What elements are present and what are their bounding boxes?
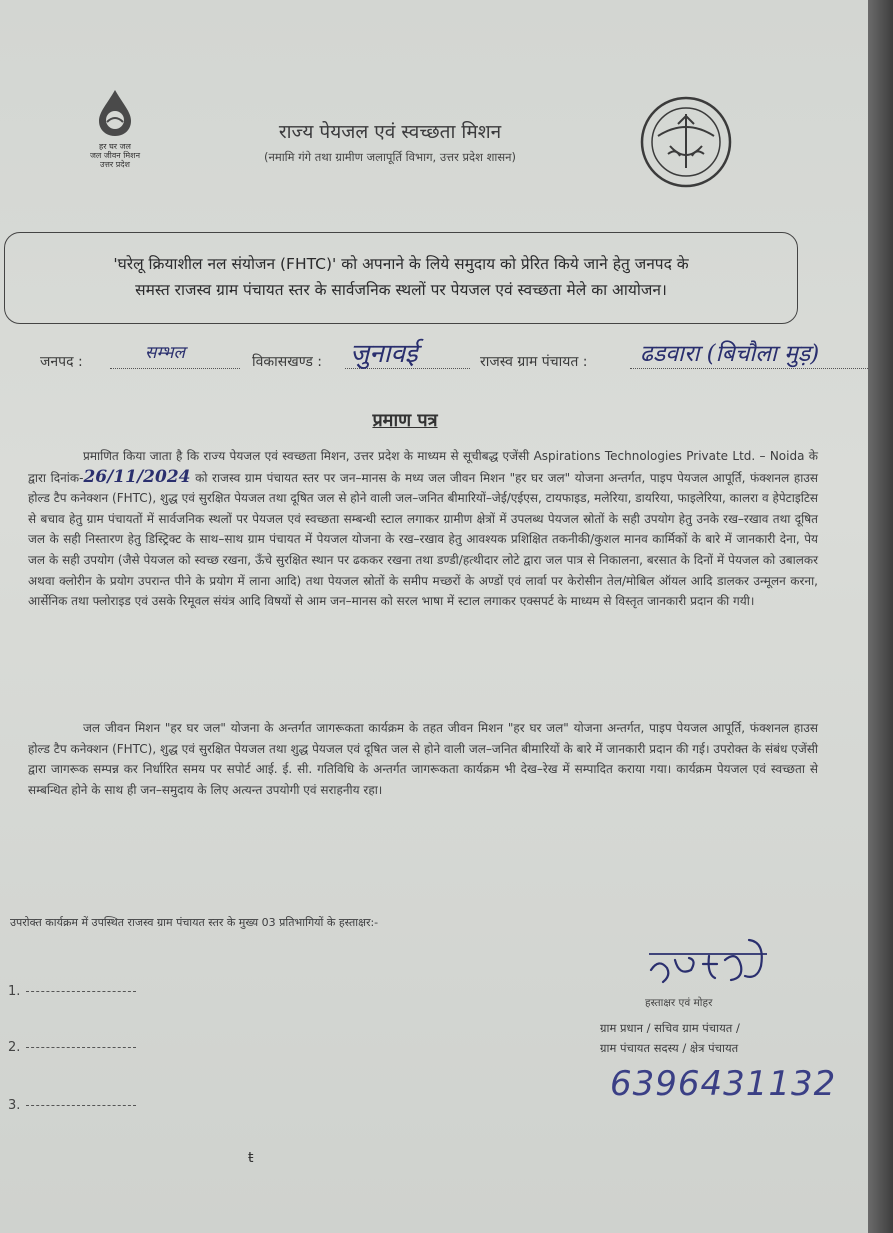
attendee-row-1	[8, 984, 136, 999]
panchayat-value: ढडवारा (बिचौला मुड़)	[640, 341, 820, 367]
certificate-paragraph-1	[28, 446, 818, 612]
certificate-paragraph-2: जल जीवन मिशन "हर घर जल" योजना के अन्तर्गत जागरूकता कार्यक्रम के तहत जीवन मिशन "हर घर जल" योजना अन्तर्गत, पाइप पेयजल आपूर्ति, फंक्शनल हाउस होल्ड टैप कनेक्शन (FHTC), शुद्ध एवं सुरक्षित पेयजल तथा शुद्ध पेयजल एवं दूषित जल से होने वाली जल–जनित बीमारियों के बारे में जानकारी प्रदान की गई। उपरोक्त के संबंध एजेंसी द्वारा जागरूक सम्पन्न कर निर्धारित समय पर सपोर्ट आई. ई. सी. गतिविधि के अन्तर्गत जागरूकता कार्यक्रम भी देख–रेख में सम्पादित कराया गया। कार्यक्रम पेयजल एवं स्वच्छता से सम्बन्धित होने के साथ ही जन–समुदाय के लिए अत्यन्त उपयोगी एवं सराहनीय रहा।	[28, 721, 818, 797]
up-government-seal	[640, 96, 732, 192]
role-line-2: ग्राम पंचायत सदस्य / क्षेत्र पंचायत	[600, 1041, 739, 1055]
handwritten-phone-number: 6396431132	[610, 1064, 837, 1104]
certificate-title: प्रमाण पत्र	[372, 410, 438, 431]
logo-caption-2: जल जीवन मिशन	[89, 151, 141, 160]
paragraph-1-start: प्रमाणित किया जाता है कि राज्य पेयजल एवं स्वच्छता मिशन, उत्तर प्रदेश के माध्यम से सूचीबद्ध एजेंसी Aspirations Technologies Private Ltd. – Noida के द्वारा दिनांक-	[28, 449, 818, 485]
mission-title: राज्य पेयजल एवं स्वच्छता मिशन	[278, 121, 502, 143]
banner-line-2: समस्त राजस्व ग्राम पंचायत स्तर के सार्वजनिक स्थलों पर पेयजल एवं स्वच्छता मेले का आयोजन।	[135, 281, 667, 299]
seal-emblem-icon	[640, 96, 732, 188]
attendee-row-3	[8, 1098, 136, 1113]
logo-caption-3: उत्तर प्रदेश	[100, 160, 130, 169]
attendees-heading: उपरोक्त कार्यक्रम में उपस्थित राजस्व ग्राम पंचायत स्तर के मुख्य 03 प्रतिभागियों के हस्ताक्षर:-	[10, 916, 379, 929]
district-value: सम्भल	[145, 343, 186, 363]
signature-scrawl-icon	[645, 930, 775, 1000]
block-value: जुनावई	[350, 339, 418, 369]
block-label: विकासखण्ड :	[252, 354, 323, 370]
attendee-row-1-number: 1.	[8, 984, 21, 999]
district-label: जनपद :	[40, 354, 83, 370]
handwritten-signature	[645, 930, 775, 1004]
attendee-row-2-number: 2.	[8, 1040, 21, 1055]
page-edge-shadow	[868, 0, 893, 1233]
water-drop-icon	[93, 88, 137, 138]
panchayat-label: राजस्व ग्राम पंचायत :	[480, 354, 588, 370]
banner-line-1: 'घरेलू क्रियाशील नल संयोजन (FHTC)' को अपनाने के लिये समुदाय को प्रेरित किये जाने हेतु जनपद के	[113, 255, 689, 273]
logo-caption-1: हर घर जल	[99, 142, 131, 151]
attendee-row-2	[8, 1040, 136, 1055]
signatory-roles	[600, 1018, 820, 1058]
signature-stamp-label: हस्ताक्षर एवं मोहर	[645, 997, 713, 1009]
paragraph-1-rest: को राजस्व ग्राम पंचायत स्तर पर जन–मानस के मध्य जल जीवन मिशन "हर घर जल" योजना अन्तर्गत, पाइप पेयजल आपूर्ति, फंक्शनल हाउस होल्ड टैप कनेक्शन (FHTC), शुद्ध एवं सुरक्षित पेयजल तथा दूषित जल से होने वाली जल–जनित बीमारियों–जेई/एईएस, टायफाइड, मलेरिया, डायरिया, फाइलेरिया, कालरा व हेपेटाइटिस से बचाव हेतु ग्राम पंचायतों में सार्वजनिक स्थलों पर पेयजल एवं स्वच्छता सम्बन्धी स्टाल लगाकर ग्रामीण क्षेत्रों में उपलब्ध पेयजल स्रोतों के सही उपयोग हेतु उनके रख–रखाव तथा दूषित जल के सही निस्तारण हेतु डिस्ट्रिक्ट के साथ–साथ ग्राम पंचायत में पेयजल योजना के रख–रखाव हेतु आवश्यक प्रशिक्षित तकनीकी/कुशल मानव कार्मिकों के बारे में जानकारी देना, पेय जल के सही उपयोग (जैसे पेयजल को स्वच्छ रखना, ऊँचे सुरक्षित स्थान पर ढककर रखना तथा डण्डी/हत्थीदार लोटे द्वारा जल पात्र से निकालना, बरसात के दिनों में पेयजल को उबालकर अथवा क्लोरीन के प्रयोग उपरान्त पीने के प्रयोग में लाना आदि) तथा पेयजल स्रोतों के समीप मच्छरों के अण्डों एवं लार्वा पर केरोसीन तेल/मोबिल ऑयल आदि डालकर उन्मूलन करना, आर्सेनिक तथा फ्लोराइड एवं उसके रिमूवल संयंत्र आदि विषयों से आम जन–मानस को सरल भाषा में स्टाल लगाकर एक्सपर्ट के माध्यम से विस्तृत जानकारी प्रदान की गयी।	[28, 470, 818, 609]
stray-ink-mark: ŧ	[248, 1150, 254, 1166]
location-fields	[40, 339, 870, 392]
jal-jeevan-logo	[70, 88, 160, 169]
role-line-1: ग्राम प्रधान / सचिव ग्राम पंचायत /	[600, 1021, 740, 1035]
mission-subtitle: (नमामि गंगे तथा ग्रामीण जलापूर्ति विभाग, उत्तर प्रदेश शासन)	[263, 150, 517, 164]
event-banner	[4, 232, 798, 324]
attendee-row-3-number: 3.	[8, 1098, 21, 1113]
event-date: 26/11/2024	[83, 466, 191, 487]
